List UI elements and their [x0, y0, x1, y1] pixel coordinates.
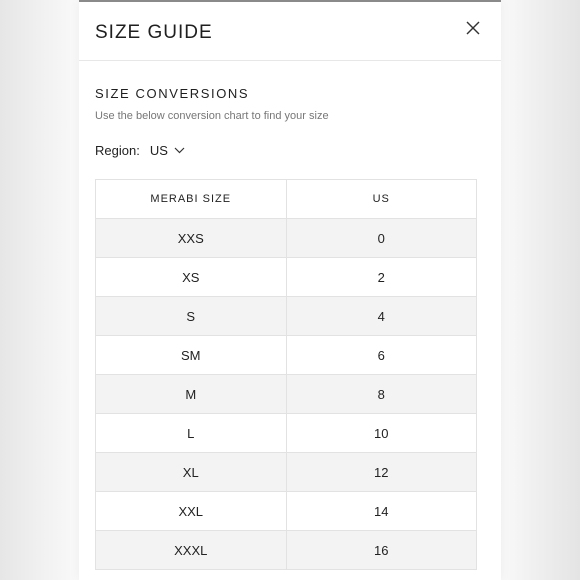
- us-size-cell: 10: [286, 414, 477, 453]
- chevron-down-icon: [174, 147, 185, 154]
- table-header-row: [96, 180, 477, 219]
- table-row: [96, 258, 477, 297]
- table-row: [96, 414, 477, 453]
- us-size-cell: 4: [286, 297, 477, 336]
- table-row: [96, 219, 477, 258]
- table-row: [96, 375, 477, 414]
- us-size-cell: 16: [286, 531, 477, 570]
- merabi-size-cell: L: [96, 414, 287, 453]
- us-size-cell: 0: [286, 219, 477, 258]
- modal-header: [79, 2, 501, 61]
- us-size-cell: 6: [286, 336, 477, 375]
- region-label: Region:: [95, 143, 140, 158]
- us-size-cell: 12: [286, 453, 477, 492]
- table-row: [96, 531, 477, 570]
- table-row: [96, 297, 477, 336]
- merabi-size-cell: S: [96, 297, 287, 336]
- us-size-cell: 8: [286, 375, 477, 414]
- merabi-size-cell: XXXL: [96, 531, 287, 570]
- region-row: [95, 143, 185, 158]
- table-row: [96, 492, 477, 531]
- column-header-us: US: [286, 180, 477, 219]
- close-icon: [461, 16, 485, 40]
- merabi-size-cell: XS: [96, 258, 287, 297]
- section-title: SIZE CONVERSIONS: [95, 86, 250, 101]
- column-header-merabi-size: MERABI SIZE: [96, 180, 287, 219]
- merabi-size-cell: XXS: [96, 219, 287, 258]
- size-guide-modal: [79, 0, 501, 580]
- modal-title: SIZE GUIDE: [95, 22, 213, 43]
- us-size-cell: 2: [286, 258, 477, 297]
- table-row: [96, 453, 477, 492]
- merabi-size-cell: SM: [96, 336, 287, 375]
- region-select[interactable]: [150, 143, 185, 158]
- size-conversion-table: [95, 179, 477, 570]
- section-subtitle: Use the below conversion chart to find your size: [95, 110, 329, 122]
- us-size-cell: 14: [286, 492, 477, 531]
- merabi-size-cell: M: [96, 375, 287, 414]
- table-row: [96, 336, 477, 375]
- merabi-size-cell: XXL: [96, 492, 287, 531]
- region-selected-value: US: [149, 143, 168, 158]
- close-button[interactable]: [461, 16, 485, 40]
- merabi-size-cell: XL: [96, 453, 287, 492]
